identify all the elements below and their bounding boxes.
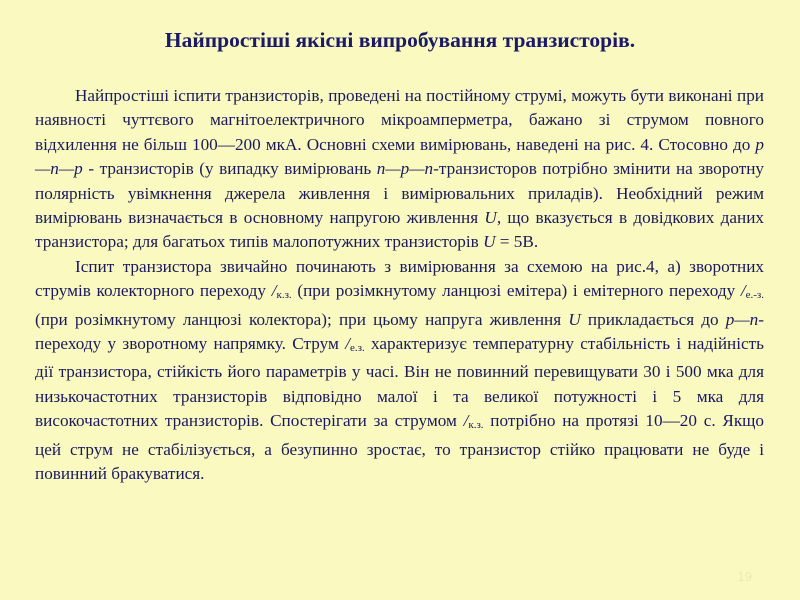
slide-title: Найпростіші якісні випробування транзисторів.	[164, 28, 636, 52]
p2-text-4: прикладається до	[580, 309, 719, 329]
italic-term: p—n—p	[35, 134, 764, 179]
p2-text-5: -переходу у зворотному напрямку. Струм	[35, 309, 764, 354]
p2-text-7: потрібно на протязі 10—20 с. Якщо цей струм не стабілізується, а безупинно зростає, то транзистор стійко працювати не буде і повинний бракуватися.	[35, 411, 765, 484]
voltage-symbol: U	[568, 309, 581, 329]
current-subscript: к.з.	[468, 419, 484, 432]
italic-term: n—p—n	[376, 159, 434, 179]
slide-body	[35, 84, 764, 487]
p2-text-2: (при розімкнутому ланцюзі емітера) і емітерного переходу	[291, 281, 736, 301]
current-subscript: к.з.	[276, 289, 292, 302]
paragraph-2	[35, 255, 764, 487]
current-symbol: /	[345, 334, 350, 354]
p2-text-3: (при розімкнутому ланцюзі колектора); при цьому напруга живлення	[35, 309, 562, 329]
italic-term: U	[483, 232, 496, 252]
current-symbol: /	[271, 281, 277, 301]
pn-junction-term: p—n	[725, 309, 759, 329]
p2-text-1: Іспит транзистора звичайно починають з вимірювання за схемою на рис.4, а) зворотних струмів колекторного переходу	[35, 256, 764, 301]
current-subscript: е.-з.	[745, 289, 765, 302]
current-symbol: /	[463, 411, 469, 431]
current-symbol: /	[740, 281, 746, 301]
current-subscript: е.з.	[349, 342, 365, 355]
page-number: 19	[737, 569, 752, 584]
p2-text-6: характеризує температурну стабільність і надійність дії транзистора, стійкість його параметрів у часі. Він не повинний перевищувати 30 і 500 мка для низькочастотних транзисторів відповідно малої і та великої потужності і 5 мка для високочастотних транзисторів. Спостерігати за струмом	[35, 334, 764, 431]
paragraph-1: Найпростіші іспити транзисторів, проведені на постійному струмі, можуть бути виконані при наявності чуттєвого магнітоелектричного мікроамперметра, бажано зі струмом повного відхилення не більш 100—200 мкА. Основні схеми вимірювань, наведені на рис. 4. Стосовно до p—n—p - транзисторів (у випадку вимірювань n—p—n-транзисторов потрібно змінити на зворотну полярність увімкнення джерела живлення і вимірювальних приладів). Необхідний режим вимірювань визначається в основному напругою живлення U, що вказується в довідкових даних транзистора; для багатьох типів малопотужних транзисторів U = 5В.	[35, 86, 764, 252]
italic-term: U	[484, 208, 497, 228]
